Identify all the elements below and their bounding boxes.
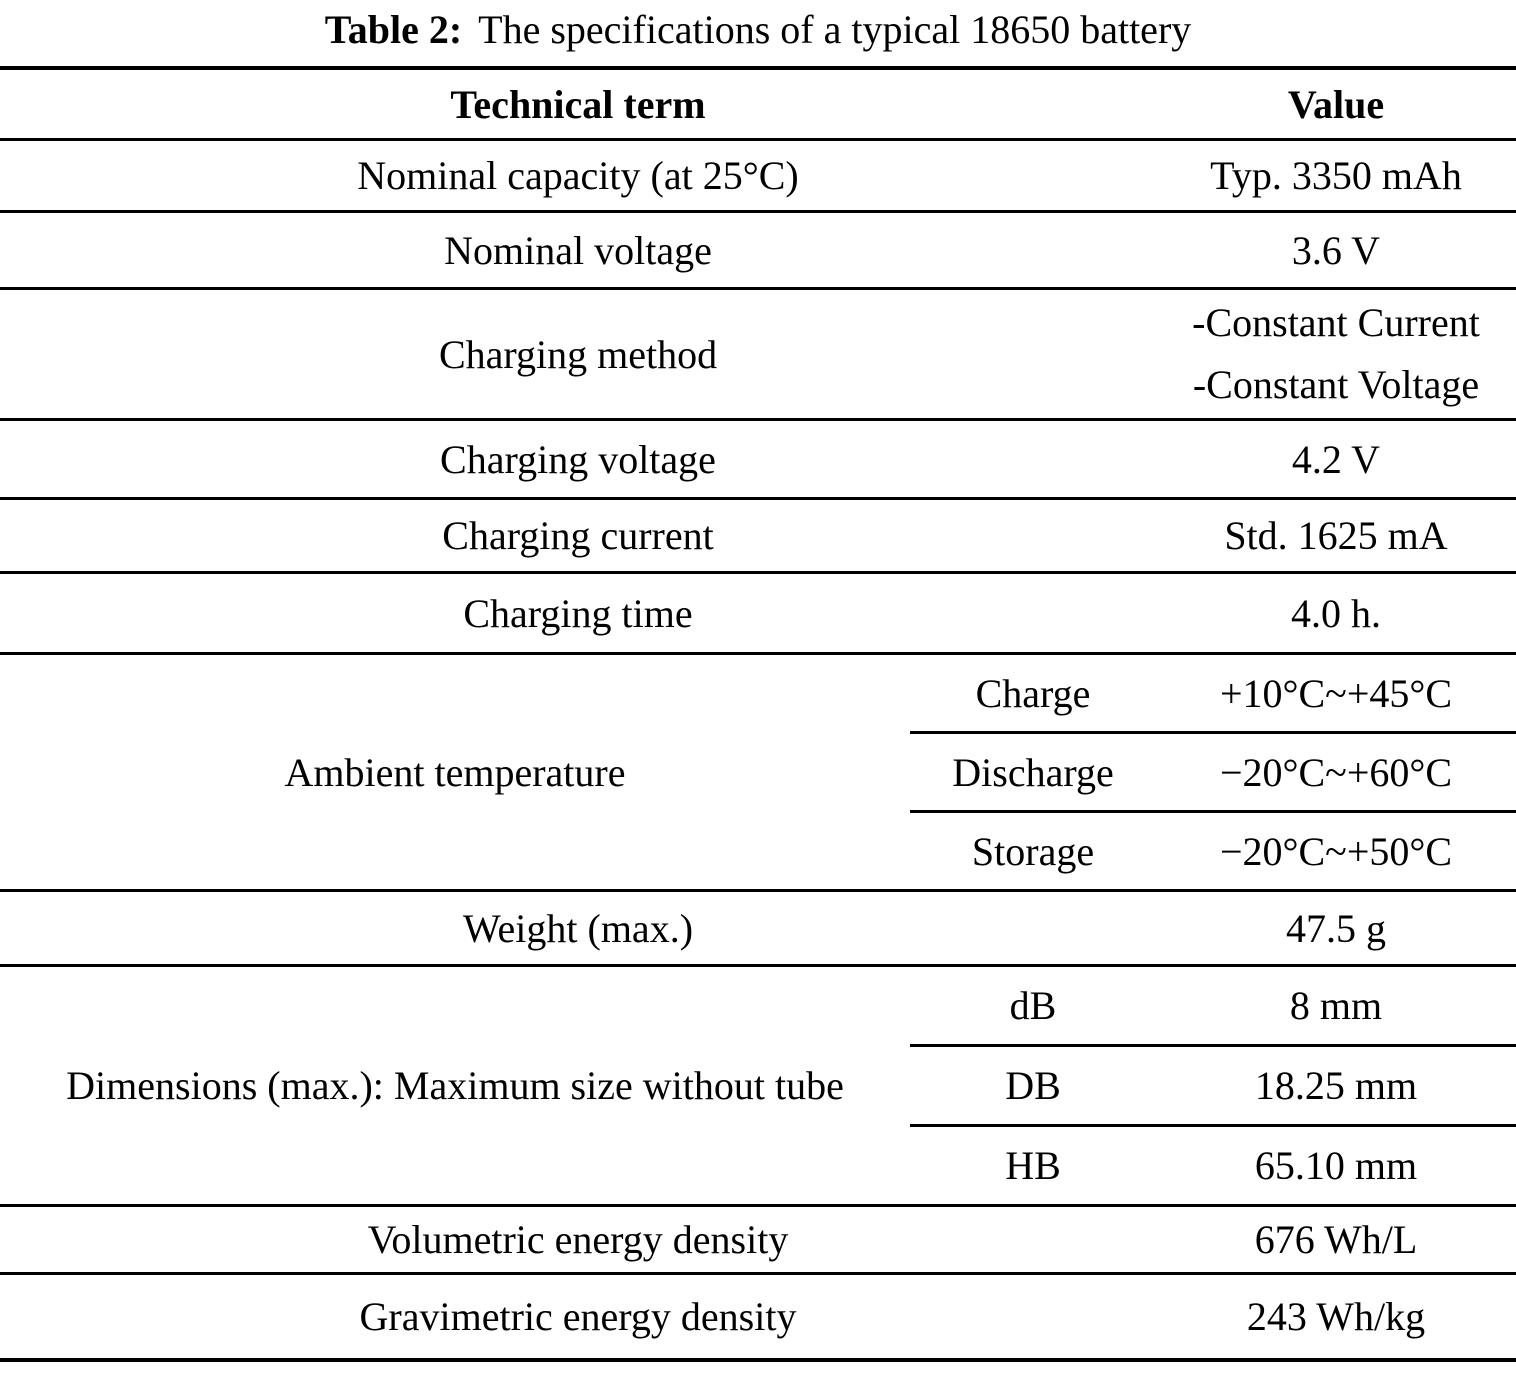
row-value: 47.5 g	[1286, 905, 1386, 951]
subrow-db-small	[910, 967, 1516, 1047]
row-term: Charging time	[463, 590, 693, 636]
subrow-label: Charge	[975, 670, 1091, 716]
subrow-hb	[910, 1127, 1516, 1204]
subrow-label: DB	[1005, 1063, 1061, 1108]
subrow-db-large	[910, 1047, 1516, 1127]
table-row-ambient-temperature	[0, 655, 1516, 892]
row-value-line: -Constant Voltage	[1192, 362, 1480, 407]
table-row	[0, 574, 1516, 655]
dimensions-subtable	[910, 967, 1516, 1204]
subrow-value: −20°C~+50°C	[1219, 828, 1453, 874]
table-header-row	[0, 70, 1516, 141]
subrow-value: −20°C~+60°C	[1219, 749, 1453, 795]
row-value	[1156, 290, 1516, 418]
row-value: 676 Wh/L	[1254, 1217, 1418, 1262]
row-term: Charging voltage	[440, 436, 716, 482]
row-term: Nominal capacity (at 25°C)	[357, 153, 799, 198]
row-term: Nominal voltage	[444, 227, 712, 273]
table-row	[0, 290, 1516, 421]
header-value: Value	[1287, 81, 1385, 127]
header-technical-term: Technical term	[450, 81, 706, 127]
row-value: Typ. 3350 mAh	[1210, 153, 1462, 198]
table-row	[0, 1207, 1516, 1275]
row-value: 243 Wh/kg	[1246, 1294, 1426, 1339]
row-value-line: -Constant Current	[1192, 300, 1480, 345]
subrow-storage	[910, 813, 1516, 889]
row-term: Charging current	[442, 513, 714, 558]
specifications-table	[0, 66, 1516, 1362]
subrow-value: 65.10 mm	[1254, 1143, 1418, 1188]
subrow-label: dB	[1009, 983, 1057, 1028]
subrow-label: HB	[1005, 1143, 1061, 1188]
row-value: 4.2 V	[1291, 436, 1381, 482]
row-value: 4.0 h.	[1291, 590, 1381, 636]
row-value: 3.6 V	[1291, 227, 1381, 273]
ambient-temperature-subtable	[910, 655, 1516, 889]
subrow-charge	[910, 655, 1516, 734]
subrow-discharge	[910, 734, 1516, 813]
table-row	[0, 1275, 1516, 1358]
subrow-value: +10°C~+45°C	[1219, 670, 1453, 716]
table-row	[0, 500, 1516, 574]
table-caption-text: The specifications of a typical 18650 battery	[478, 7, 1192, 52]
subrow-label: Storage	[971, 828, 1095, 874]
table-row-dimensions	[0, 967, 1516, 1207]
row-term: Gravimetric energy density	[359, 1294, 797, 1339]
row-term: Dimensions (max.): Maximum size without tube	[66, 1063, 844, 1108]
table-caption	[0, 0, 1516, 66]
table-row	[0, 213, 1516, 290]
row-value: Std. 1625 mA	[1224, 513, 1448, 558]
table-row	[0, 141, 1516, 213]
subrow-value: 8 mm	[1289, 983, 1383, 1028]
row-term: Weight (max.)	[462, 905, 694, 951]
row-term: Ambient temperature	[284, 749, 626, 795]
table-caption-label: Table 2:	[324, 7, 463, 52]
subrow-label: Discharge	[952, 749, 1114, 795]
table-row	[0, 892, 1516, 967]
row-term: Charging method	[438, 331, 718, 377]
subrow-value: 18.25 mm	[1254, 1063, 1418, 1108]
row-term: Volumetric energy density	[367, 1217, 789, 1262]
table-row	[0, 421, 1516, 500]
